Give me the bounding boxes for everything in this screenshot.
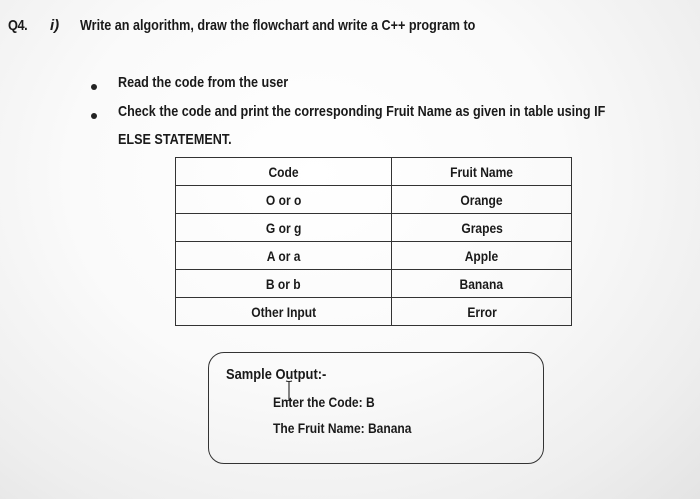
fruit-code-table xyxy=(175,157,572,326)
sample-output-box xyxy=(208,352,544,464)
table-cell-code: B or b xyxy=(176,270,392,298)
table-cell-fruit: Orange xyxy=(392,186,572,214)
text-cursor-icon xyxy=(285,380,293,402)
column-header-code: Code xyxy=(176,158,392,186)
table-cell-fruit: Error xyxy=(392,298,572,326)
table-row xyxy=(176,186,572,214)
bullet-item-continuation: ELSE STATEMENT. xyxy=(118,131,232,148)
question-subpart: i) xyxy=(50,17,60,34)
bullet-dot-icon xyxy=(91,84,97,90)
table-cell-fruit: Banana xyxy=(392,270,572,298)
table-row xyxy=(176,242,572,270)
question-text: Write an algorithm, draw the flowchart and write a C++ program to xyxy=(80,17,476,34)
table-cell-code: G or g xyxy=(176,214,392,242)
sample-output-line-result: The Fruit Name: Banana xyxy=(273,420,412,436)
sample-output-line-input: Enter the Code: B xyxy=(273,394,375,410)
table-row xyxy=(176,214,572,242)
table-cell-code: A or a xyxy=(176,242,392,270)
table-cell-code: O or o xyxy=(176,186,392,214)
table-header-row xyxy=(176,158,572,186)
column-header-fruit-name: Fruit Name xyxy=(392,158,572,186)
table-cell-fruit: Grapes xyxy=(392,214,572,242)
table-cell-fruit: Apple xyxy=(392,242,572,270)
sample-output-title: Sample Output:- xyxy=(226,366,327,383)
table-row xyxy=(176,298,572,326)
bullet-item-read-code: Read the code from the user xyxy=(118,74,289,91)
bullet-dot-icon xyxy=(91,113,97,119)
table-row xyxy=(176,270,572,298)
question-number: Q4. xyxy=(8,17,28,34)
bullet-item-check-code: Check the code and print the corresponding Fruit Name as given in table using IF xyxy=(118,103,606,120)
table-cell-code: Other Input xyxy=(176,298,392,326)
